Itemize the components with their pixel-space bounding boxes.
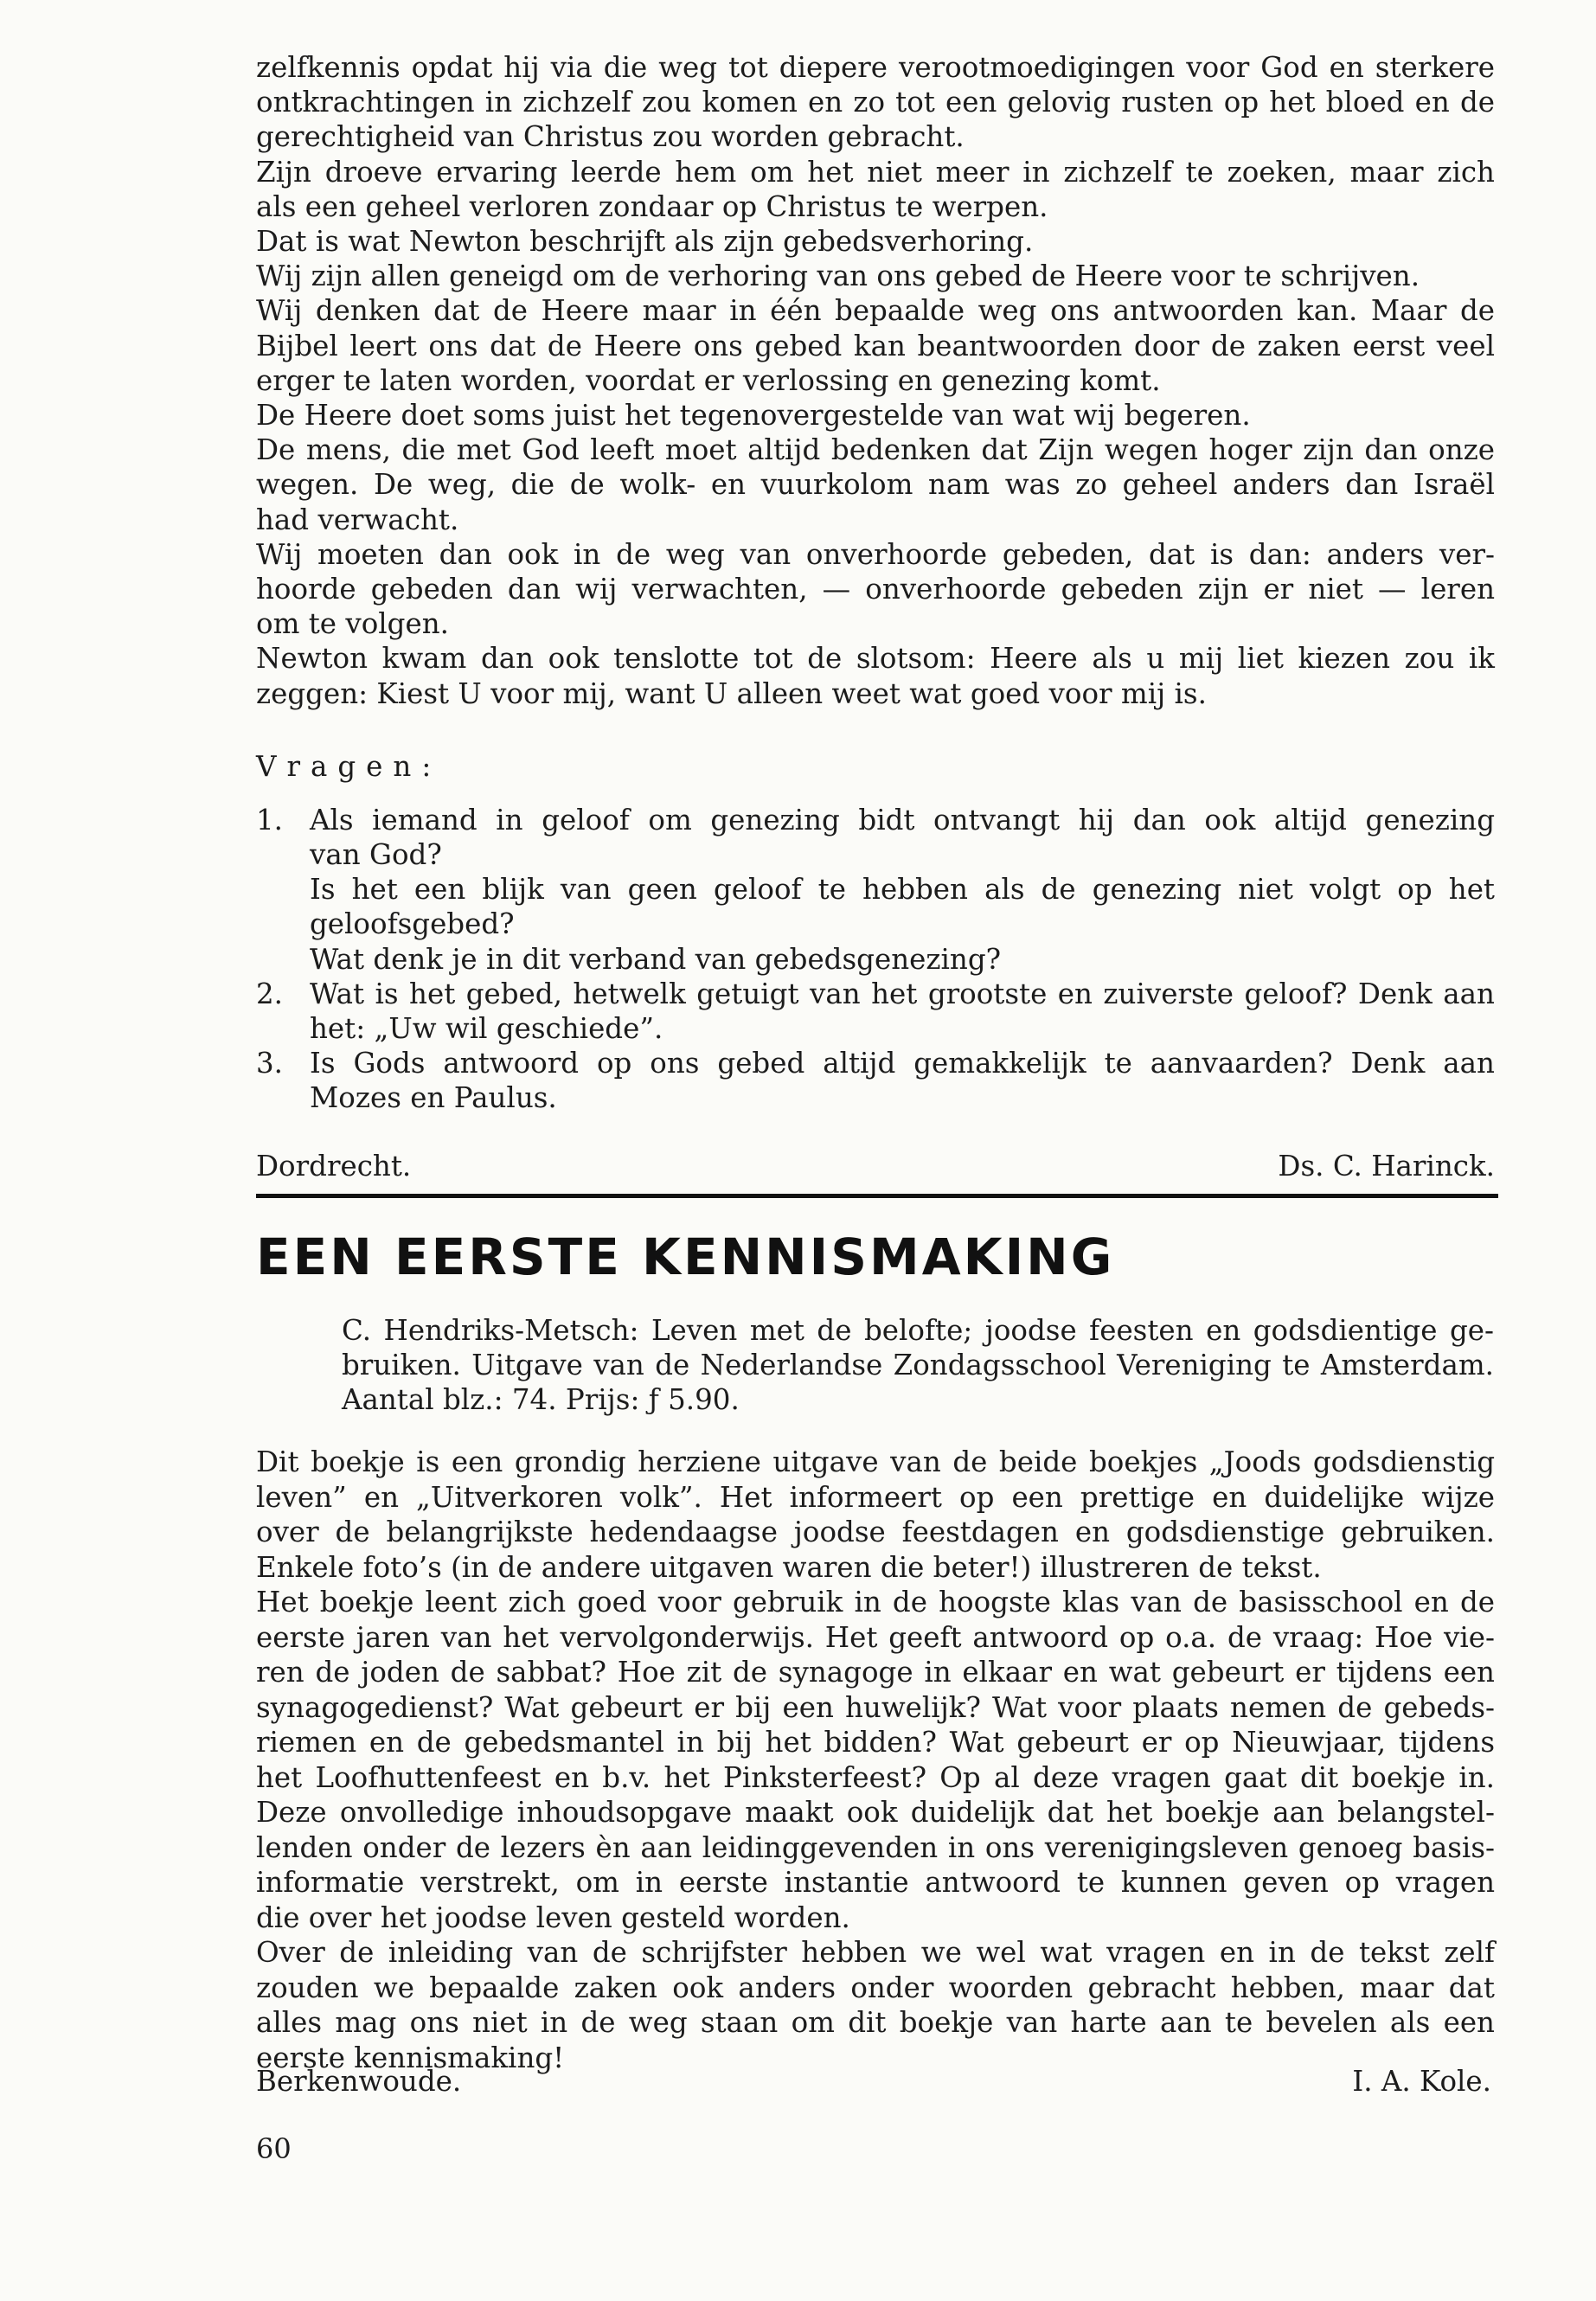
text-line: Dat is wat Newton beschrijft als zijn gebedsverhoring.	[256, 225, 1034, 259]
questions-heading: Vragen:	[256, 749, 442, 783]
text-line: zouden we bepaalde zaken ook anders onder woorden gebracht hebben, maar dat	[256, 1971, 1495, 2004]
text-line: Wat is het gebed, hetwelk getuigt van het grootste en zuiverste geloof? Denk aan	[310, 977, 1495, 1010]
text-line: hoorde gebeden dan wij verwachten, — onverhoorde gebeden zijn er niet — leren	[256, 573, 1495, 606]
article-headline: EEN EERSTE KENNISMAKING	[256, 1227, 1115, 1286]
text-line: zelfkennis opdat hij via die weg tot diepere verootmoedigingen voor God en sterkere	[256, 51, 1495, 84]
question-number: 3.	[256, 1047, 284, 1080]
book-citation	[342, 1313, 1494, 1417]
page-number: 60	[256, 2132, 292, 2165]
text-line: gerechtigheid van Christus zou worden gebracht.	[256, 120, 965, 154]
signature-place: Dordrecht.	[256, 1149, 412, 1183]
text-line: De mens, die met God leeft moet altijd bedenken dat Zijn wegen hoger zijn dan onze	[256, 433, 1495, 467]
text-line: Wij denken dat de Heere maar in één bepaalde weg ons antwoorden kan. Maar de	[256, 294, 1495, 328]
text-line: ontkrachtingen in zichzelf zou komen en zo tot een gelovig rusten op het bloed en de	[256, 86, 1495, 119]
article-signature-row	[256, 2064, 1491, 2099]
text-line: Enkele foto’s (in de andere uitgaven waren die beter!) illustreren de tekst.	[256, 1550, 1322, 1584]
text-line: lenden onder de lezers èn aan leidinggevenden in ons verenigingsleven genoeg basis-	[256, 1830, 1495, 1864]
text-line: die over het joodse leven gesteld worden.	[256, 1900, 850, 1934]
signature-place: Berkenwoude.	[256, 2065, 462, 2098]
text-line: het Loofhuttenfeest en b.v. het Pinksterfeest? Op al deze vragen gaat dit boekje in.	[256, 1760, 1495, 1794]
text-line: riemen en de gebedsmantel in bij het bidden? Wat gebeurt er op Nieuwjaar, tijdens	[256, 1726, 1495, 1759]
section-divider	[256, 1194, 1498, 1198]
signature-author: Ds. C. Harinck.	[1278, 1149, 1495, 1183]
text-line: Wij zijn allen geneigd om de verhoring van ons gebed de Heere voor te schrijven.	[256, 260, 1420, 293]
question-number: 2.	[256, 977, 284, 1010]
text-line: het: „Uw wil geschiede”.	[310, 1012, 663, 1046]
text-line: van God?	[310, 838, 442, 872]
body-paragraph	[256, 50, 1495, 711]
question-text	[310, 1046, 1495, 1115]
text-line: als een geheel verloren zondaar op Christus te werpen.	[256, 189, 1048, 223]
text-line: Over de inleiding van de schrijfster hebben we wel wat vragen en in de tekst zelf	[256, 1936, 1495, 1969]
question-item	[256, 803, 1495, 977]
review-body	[256, 1445, 1495, 2075]
text-line: De Heere doet soms juist het tegenovergestelde van wat wij begeren.	[256, 399, 1251, 433]
text-line: Is Gods antwoord op ons gebed altijd gemakkelijk te aanvaarden? Denk aan	[310, 1047, 1495, 1080]
question-text	[310, 977, 1495, 1046]
text-line: Aantal blz.: 74. Prijs: ƒ 5.90.	[342, 1383, 740, 1416]
question-text	[310, 803, 1495, 977]
question-item	[256, 1046, 1495, 1115]
text-line: alles mag ons niet in de weg staan om dit boekje van harte aan te bevelen als een	[256, 2006, 1495, 2039]
text-line: Wij moeten dan ook in de weg van onverhoorde gebeden, dat is dan: anders ver-	[256, 537, 1495, 571]
text-line: Zijn droeve ervaring leerde hem om het niet meer in zichzelf te zoeken, maar zich	[256, 155, 1495, 189]
text-line: erger te laten worden, voordat er verlossing en genezing komt.	[256, 363, 1161, 397]
body-paragraph	[256, 1445, 1495, 2075]
text-line: Bijbel leert ons dat de Heere ons gebed kan beantwoorden door de zaken eerst veel	[256, 329, 1495, 362]
text-line: wegen. De weg, die de wolk- en vuurkolom nam was zo geheel anders dan Israël	[256, 468, 1495, 502]
text-line: eerste jaren van het vervolgonderwijs. Het geeft antwoord op o.a. de vraag: Hoe vie-	[256, 1620, 1495, 1654]
text-line: bruiken. Uitgave van de Nederlandse Zondagsschool Vereniging te Amsterdam.	[342, 1349, 1494, 1381]
signature-row	[256, 1149, 1495, 1183]
signature-author: I. A. Kole.	[1352, 2065, 1491, 2098]
text-line: eerste kennismaking!	[256, 2041, 565, 2074]
text-line: ren de joden de sabbat? Hoe zit de synagoge in elkaar en wat gebeurt er tijdens een	[256, 1656, 1495, 1689]
text-line: Deze onvolledige inhoudsopgave maakt ook duidelijk dat het boekje aan belangstel-	[256, 1796, 1495, 1829]
questions-list	[256, 803, 1495, 1116]
text-line: Dit boekje is een grondig herziene uitgave van de beide boekjes „Joods godsdienstig	[256, 1445, 1495, 1478]
text-line: geloofsgebed?	[310, 907, 515, 941]
text-line: Mozes en Paulus.	[310, 1081, 557, 1115]
text-line: synagogedienst? Wat gebeurt er bij een huwelijk? Wat voor plaats nemen de gebeds-	[256, 1690, 1495, 1724]
text-line: Als iemand in geloof om genezing bidt ontvangt hij dan ook altijd genezing	[310, 803, 1495, 836]
text-line: Newton kwam dan ook tenslotte tot de slotsom: Heere als u mij liet kiezen zou ik	[256, 642, 1495, 676]
text-line: over de belangrijkste hedendaagse joodse feestdagen en godsdienstige gebruiken.	[256, 1516, 1495, 1548]
text-line: Is het een blijk van geen geloof te hebben als de genezing niet volgt op het	[310, 873, 1495, 907]
question-number: 1.	[256, 803, 284, 836]
text-line: om te volgen.	[256, 607, 449, 641]
question-item	[256, 977, 1495, 1046]
text-line: had verwacht.	[256, 503, 459, 536]
text-line: Wat denk je in dit verband van gebedsgenezing?	[310, 942, 1002, 976]
text-line: zeggen: Kiest U voor mij, want U alleen weet wat goed voor mij is.	[256, 676, 1207, 710]
text-line: informatie verstrekt, om in eerste instantie antwoord te kunnen geven op vragen	[256, 1866, 1495, 1899]
text-line: C. Hendriks-Metsch: Leven met de belofte; joodse feesten en godsdientige ge-	[342, 1314, 1494, 1347]
top-section	[256, 50, 1495, 1183]
text-line: leven” en „Uitverkoren volk”. Het informeert op een prettige en duidelijke wijze	[256, 1480, 1495, 1514]
text-line: Het boekje leent zich goed voor gebruik in de hoogste klas van de basisschool en de	[256, 1586, 1495, 1618]
